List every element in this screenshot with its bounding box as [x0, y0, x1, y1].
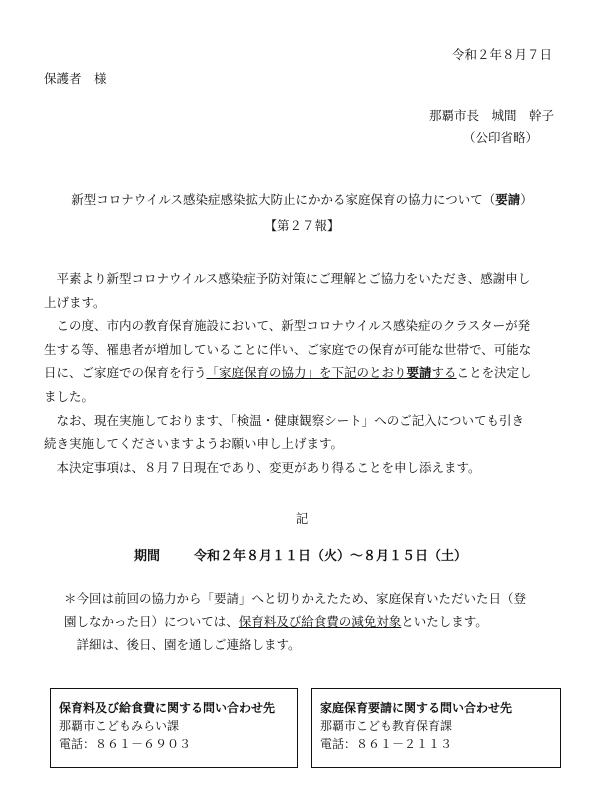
- contact-department: 那覇市こども教育保育課: [320, 719, 453, 733]
- notes: [64, 587, 564, 656]
- ki-heading: 記: [295, 511, 309, 526]
- body-text: [44, 267, 564, 479]
- document-title: [0, 192, 604, 208]
- paragraph-1: 平素より新型コロナウイルス感染症予防対策にご理解とご協力をいただき、感謝申し: [56, 271, 531, 286]
- note-line: ＊今回は前回の協力から「要請」へと切りかえたため、家庭保育いただいた日（登: [64, 591, 527, 606]
- title-close: ）: [520, 192, 533, 207]
- contact-box-fees: [50, 688, 298, 768]
- document-date: 令和２年８月７日: [451, 47, 552, 62]
- paragraph-2-cont: ました。: [44, 388, 95, 404]
- title-text: 新型コロナウイルス感染症感染拡大防止にかかる家庭保育の協力について（: [71, 192, 496, 207]
- paragraph-1-cont: 上げます。: [44, 294, 106, 310]
- paragraph-2: この度、市内の教育保育施設において、新型コロナウイルス感染症のクラスターが発: [56, 318, 531, 334]
- paragraph-2-cont: 生する等、罹患者が増加していることに伴い、ご家庭での保育が可能な世帯で、可能な: [44, 341, 532, 357]
- seal-omitted-note: （公印省略）: [462, 130, 538, 145]
- underlined-exemption: 保育料及び給食費の減免対象: [238, 614, 402, 629]
- contact-phone: 電話：８６１－２１１３: [320, 737, 453, 751]
- sender: 那覇市長 城間 幹子: [428, 108, 554, 123]
- contact-department: 那覇市こどもみらい課: [59, 719, 180, 733]
- period-value: 令和２年８月１１日（火）～８月１５日（土）: [194, 549, 468, 564]
- contact-box-home-care: [311, 688, 561, 768]
- period-label: 期間: [134, 549, 161, 564]
- paragraph-2-cont: 日に、ご家庭での保育を行う「家庭保育の協力」を下記のとおり要請することを決定し: [44, 365, 532, 381]
- period: [134, 549, 467, 565]
- contact-heading: 家庭保育要請に関する問い合わせ先: [320, 701, 513, 715]
- note-line: 園しなかった日）については、保育料及び給食費の減免対象といたします。: [64, 614, 488, 629]
- contact-heading: 保育料及び給食費に関する問い合わせ先: [59, 701, 276, 715]
- paragraph-3: なお、現在実施しております、「検温・健康観察シート」へのご記入についても引き: [56, 412, 525, 428]
- document-subtitle: 【第２７報】: [264, 218, 340, 233]
- paragraph-4: 本決定事項は、８月７日現在であり、変更があり得ることを申し添えます。: [56, 459, 481, 475]
- note-line: 詳細は、後日、園を通しご連絡します。: [76, 637, 301, 652]
- underlined-request: 「家庭保育の協力」を下記のとおり要請する: [206, 365, 457, 381]
- title-emphasis: 要請: [495, 192, 521, 207]
- contact-phone: 電話：８６１－６９０３: [59, 737, 192, 751]
- recipient: 保護者 様: [44, 71, 107, 86]
- paragraph-3-cont: 続き実施してくださいますようお願い申し上げます。: [44, 436, 344, 452]
